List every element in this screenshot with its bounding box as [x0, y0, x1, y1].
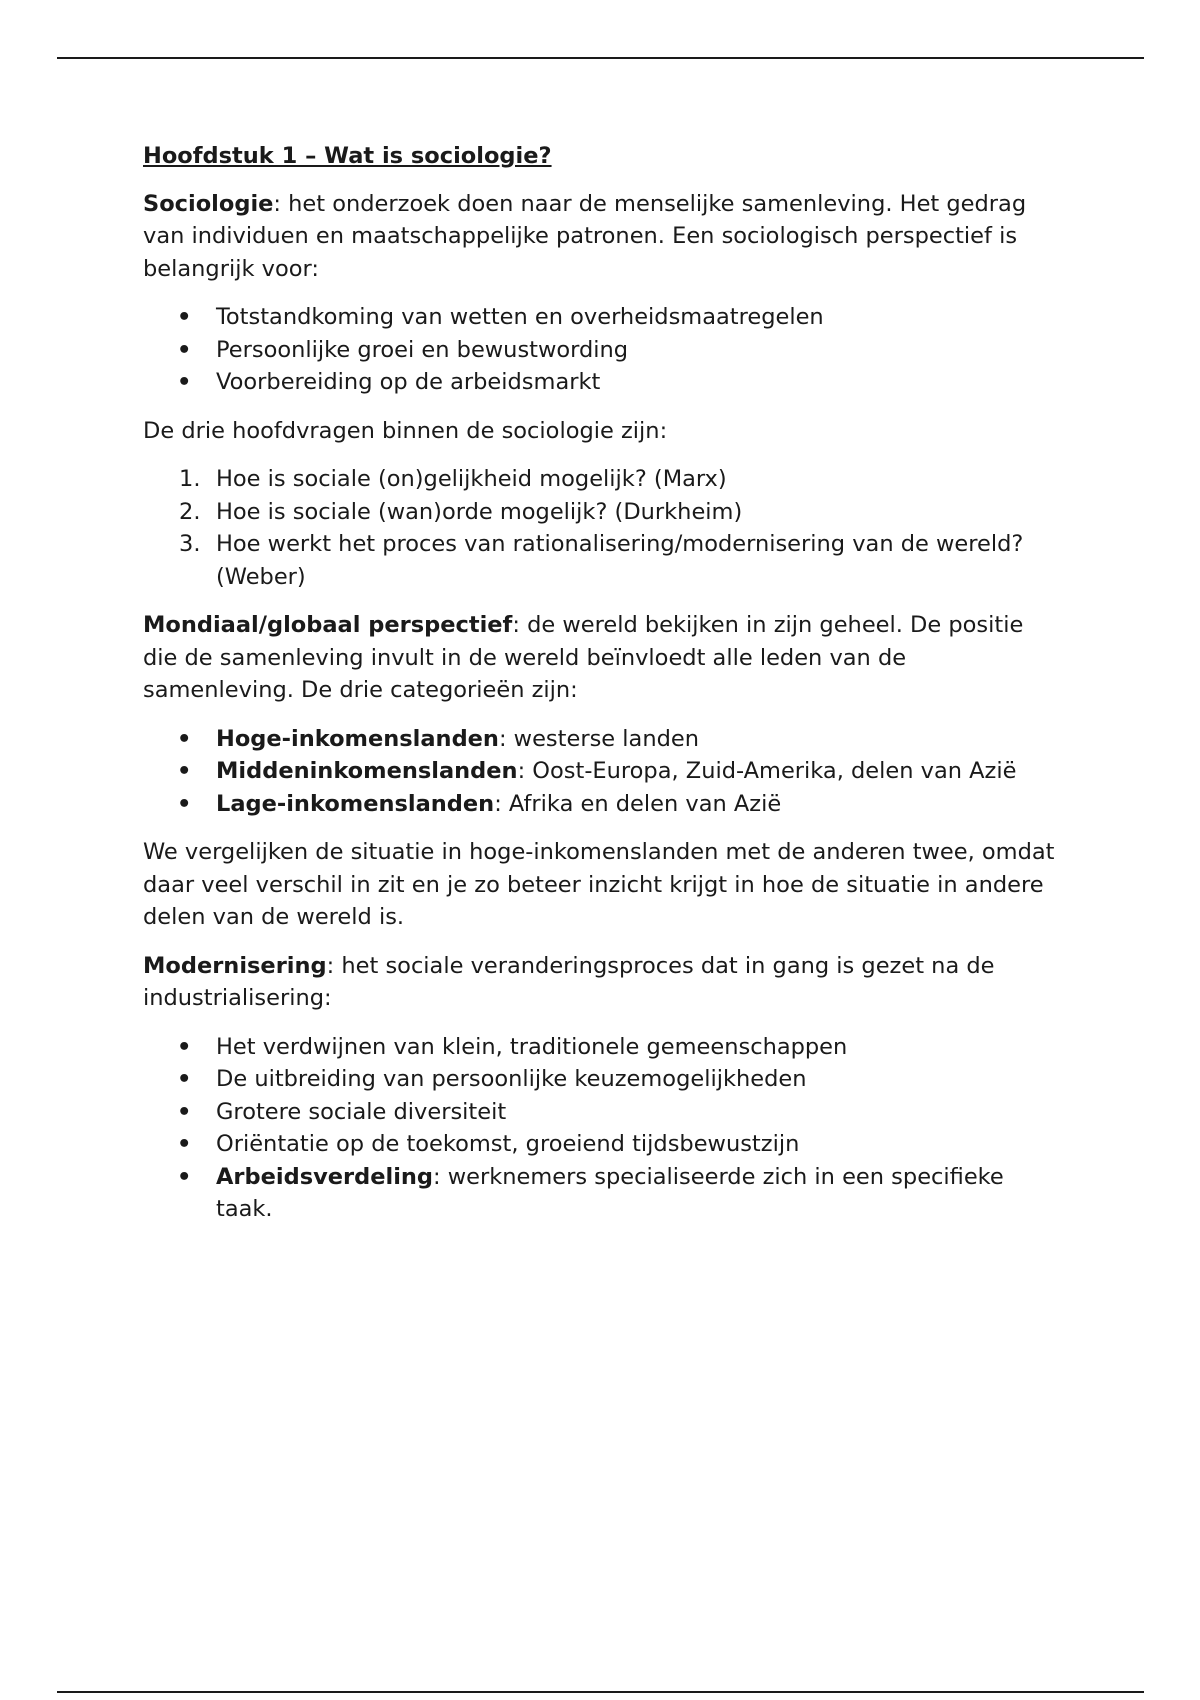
definition-text: : het sociale veranderingsproces dat in gang is gezet na de industrialisering:	[143, 952, 995, 1011]
list-item-term: Hoge-inkomenslanden	[216, 725, 499, 752]
list-item-text: Hoe werkt het proces van rationalisering/modernisering van de wereld? (Weber)	[216, 531, 1024, 590]
list-item	[143, 723, 1063, 756]
list-item-term: Lage-inkomenslanden	[216, 790, 495, 817]
definition-text: : het onderzoek doen naar de menselijke samenleving. Het gedrag van individuen en maatschappelijke patronen. Een sociologisch perspectief is belangrijk voor:	[143, 190, 1027, 282]
bullet-icon: •	[177, 725, 192, 752]
list-item-text: Hoe is sociale (on)gelijkheid mogelijk? (Marx)	[216, 466, 727, 492]
bullet-icon: •	[177, 304, 192, 330]
list-item	[143, 1031, 1063, 1064]
list-item	[143, 463, 1063, 496]
list-item	[143, 1096, 1063, 1129]
list-number: 2.	[179, 498, 201, 525]
bullet-icon: •	[177, 1066, 192, 1092]
list-item-text: : westerse landen	[498, 725, 699, 752]
list-item	[143, 366, 1063, 399]
page-title: Hoofdstuk 1 – Wat is sociologie?	[143, 143, 552, 169]
modernisation-list	[143, 1031, 1063, 1226]
list-item-text: Grotere sociale diversiteit	[216, 1098, 507, 1125]
bullet-icon: •	[177, 790, 192, 817]
document-body	[143, 140, 1063, 1242]
list-item-text: Totstandkoming van wetten en overheidsmaatregelen	[216, 304, 824, 330]
questions-intro: De drie hoofdvragen binnen de sociologie zijn:	[143, 417, 668, 444]
list-item-term: Arbeidsverdeling	[216, 1163, 434, 1190]
list-item	[143, 1161, 1063, 1226]
list-item-text: : Afrika en delen van Azië	[494, 790, 782, 817]
definition-term: Modernisering	[143, 952, 327, 979]
list-item	[143, 528, 1063, 593]
definition-modernisation	[143, 950, 1063, 1015]
list-item	[143, 788, 1063, 821]
bullet-icon: •	[177, 1098, 192, 1125]
list-item	[143, 301, 1063, 334]
list-number: 3.	[179, 531, 201, 557]
definition-term: Mondiaal/globaal perspectief	[143, 612, 513, 638]
bullet-icon: •	[177, 336, 192, 363]
list-item-text: Persoonlijke groei en bewustwording	[216, 336, 629, 363]
definition-term: Sociologie	[143, 190, 274, 217]
main-questions-list	[143, 463, 1063, 593]
bullet-icon: •	[177, 369, 192, 395]
definition-global-perspective	[143, 609, 1063, 707]
list-item	[143, 496, 1063, 529]
importance-list	[143, 301, 1063, 399]
comparison-paragraph: We vergelijken de situatie in hoge-inkomenslanden met de anderen twee, omdat daar veel verschil in zit en je zo beteer inzicht krijgt in hoe de situatie in andere delen van de wereld is.	[143, 839, 1055, 930]
income-categories-list	[143, 723, 1063, 821]
list-item-text: Voorbereiding op de arbeidsmarkt	[216, 369, 601, 395]
list-number: 1.	[179, 466, 201, 492]
list-item-text: : werknemers specialiseerde zich in een specifieke taak.	[216, 1163, 1004, 1222]
list-item	[143, 1128, 1063, 1161]
bullet-icon: •	[177, 1033, 192, 1060]
top-rule	[57, 57, 1144, 59]
bullet-icon: •	[177, 1131, 192, 1157]
list-item	[143, 755, 1063, 788]
list-item	[143, 334, 1063, 367]
list-item-text: De uitbreiding van persoonlijke keuzemogelijkheden	[216, 1066, 807, 1092]
bullet-icon: •	[177, 1163, 192, 1190]
list-item-text: Hoe is sociale (wan)orde mogelijk? (Durkheim)	[216, 498, 743, 525]
list-item-text: : Oost-Europa, Zuid-Amerika, delen van Azië	[517, 758, 1017, 784]
definition-sociologie	[143, 188, 1063, 286]
list-item-text: Oriëntatie op de toekomst, groeiend tijdsbewustzijn	[216, 1131, 800, 1157]
bottom-rule	[57, 1691, 1144, 1693]
bullet-icon: •	[177, 758, 192, 784]
list-item-text: Het verdwijnen van klein, traditionele gemeenschappen	[216, 1033, 848, 1060]
list-item	[143, 1063, 1063, 1096]
definition-text: : de wereld bekijken in zijn geheel. De positie die de samenleving invult in de wereld beïnvloedt alle leden van de samenleving. De drie categorieën zijn:	[143, 612, 1024, 703]
list-item-term: Middeninkomenslanden	[216, 758, 518, 784]
